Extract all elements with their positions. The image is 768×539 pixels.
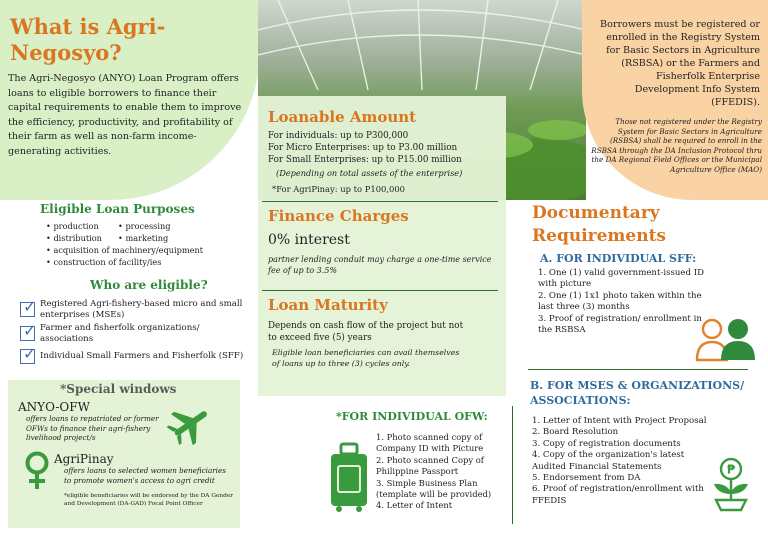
purpose-item: • construction of facility/ies <box>46 257 162 267</box>
list-item: 1. Letter of Intent with Project Proposal <box>532 416 707 426</box>
intro-paragraph: The Agri-Negosyo (ANYO) Loan Program offers loans to eligible borrowers to finance their capital requirements to enable them to improve the efficiency, productivity, and profitability of their farm as well as non-farm income-generating activities. <box>8 73 242 157</box>
divider <box>528 369 748 370</box>
finance-charges-heading: Finance Charges <box>268 207 409 225</box>
special-windows-note: *eligible beneficiaries will be endorsed by the DA Gender and Development (DA-GAD) Focal Point Officer <box>64 493 234 507</box>
check-icon: ✓ <box>20 302 35 317</box>
divider <box>262 201 498 202</box>
list-item: 2. Photo scanned Copy of Philippine Passport <box>376 454 484 477</box>
money-plant-icon <box>708 456 754 512</box>
maturity-note: Eligible loan beneficiaries can avail themselves of loans up to three (3) cycles only. <box>272 348 460 368</box>
list-item: 1. One (1) valid government-issued ID with picture <box>538 268 705 290</box>
eligible-heading: Who are eligible? <box>90 278 208 292</box>
list-item: 5. Endorsement from DA <box>532 473 641 484</box>
anyo-ofw-description: offers loans to repatriated or former OFWs to finance their agri-fishery livelihood project/s <box>26 414 159 442</box>
purpose-item: • distribution <box>46 233 102 243</box>
svg-text:₱: ₱ <box>726 462 736 477</box>
sff-requirements-list <box>538 268 708 336</box>
list-item: 1. Photo scanned copy of Company ID with Picture <box>376 432 484 454</box>
agripinay-title: AgriPinay <box>54 452 114 466</box>
list-item: 4. Copy of the organization's latest Audited Financial Statements <box>532 450 685 472</box>
anyo-ofw-title: ANYO-OFW <box>18 400 90 414</box>
female-symbol-icon <box>22 450 52 492</box>
check-icon: ✓ <box>20 349 35 364</box>
loan-maturity-heading: Loan Maturity <box>268 296 388 314</box>
ofw-heading: *FOR INDIVIDUAL OFW: <box>336 410 488 423</box>
registry-note: Those not registered under the Registry System for Basic Sectors in Agriculture (RSBSA) shall be required to enroll in the RSBSA through the DA Inclusion Protocol thru the DA Regional Field Offices or the Municipal Agriculture Office (MAO) <box>591 117 762 174</box>
loanable-line: For individuals: up to P300,000 <box>268 131 409 141</box>
loanable-line: For Micro Enterprises: up to P3.00 million <box>268 143 458 153</box>
list-item: 4. Letter of Intent <box>376 500 453 511</box>
purpose-item: • acquisition of machinery/equipment <box>46 245 204 255</box>
purposes-heading: Eligible Loan Purposes <box>40 202 195 216</box>
people-icon <box>694 316 756 362</box>
documentary-requirements-heading: Documentary Requirements <box>532 203 667 246</box>
loanable-agripinay: *For AgriPinay: up to P100,000 <box>272 184 406 194</box>
page-title: What is Agri-Negosyo? <box>10 14 166 65</box>
purpose-item: • production <box>46 221 99 231</box>
mse-heading: B. FOR MSES & ORGANIZATIONS/ ASSOCIATIONS: <box>530 379 745 407</box>
divider <box>262 290 498 291</box>
agripinay-description: offers loans to selected women beneficiaries to promote women's access to agri credit <box>64 466 226 485</box>
mse-requirements-list <box>532 416 717 507</box>
finance-note: partner lending conduit may charge a one-time service fee of up to 3.5% <box>268 255 492 275</box>
registry-requirement: Borrowers must be registered or enrolled in the Registry System for Basic Sectors in Agriculture (RSBSA) or the Farmers and Fisherfolk Enterprise Development Info System (FFEDIS). <box>600 19 760 108</box>
list-item: 3. Proof of registration/ enrollment in the RSBSA <box>538 313 702 336</box>
eligible-item: Individual Small Farmers and Fisherfolk (SFF) <box>40 351 244 361</box>
sff-heading: A. FOR INDIVIDUAL SFF: <box>540 252 697 265</box>
divider <box>512 406 513 524</box>
purpose-item: • marketing <box>118 233 169 243</box>
purpose-item: • processing <box>118 221 171 231</box>
list-item: 2. Board Resolution <box>532 427 619 438</box>
eligible-item: Farmer and fisherfolk organizations/ associations <box>40 323 200 344</box>
eligible-item: Registered Agri-fishery-based micro and small enterprises (MSEs) <box>40 299 243 320</box>
list-item: 6. Proof of registration/enrollment with FFEDIS <box>532 484 704 506</box>
list-item: 3. Copy of registration documents <box>532 438 681 449</box>
list-item: 2. One (1) 1x1 photo taken within the last three (3) months <box>538 290 702 313</box>
airplane-icon <box>166 402 214 446</box>
ofw-requirements-list <box>376 432 506 512</box>
interest-rate: 0% interest <box>268 232 350 248</box>
special-windows-heading: *Special windows <box>60 382 177 396</box>
check-icon: ✓ <box>20 326 35 341</box>
loanable-amount-heading: Loanable Amount <box>268 108 417 126</box>
loanable-line: For Small Enterprises: up to P15.00 million <box>268 155 462 165</box>
luggage-icon <box>328 442 370 514</box>
maturity-text: Depends on cash flow of the project but not to exceed five (5) years <box>268 321 464 343</box>
list-item: 3. Simple Business Plan (template will be provided) <box>376 477 492 500</box>
loanable-note: (Depending on total assets of the enterprise) <box>276 168 463 178</box>
